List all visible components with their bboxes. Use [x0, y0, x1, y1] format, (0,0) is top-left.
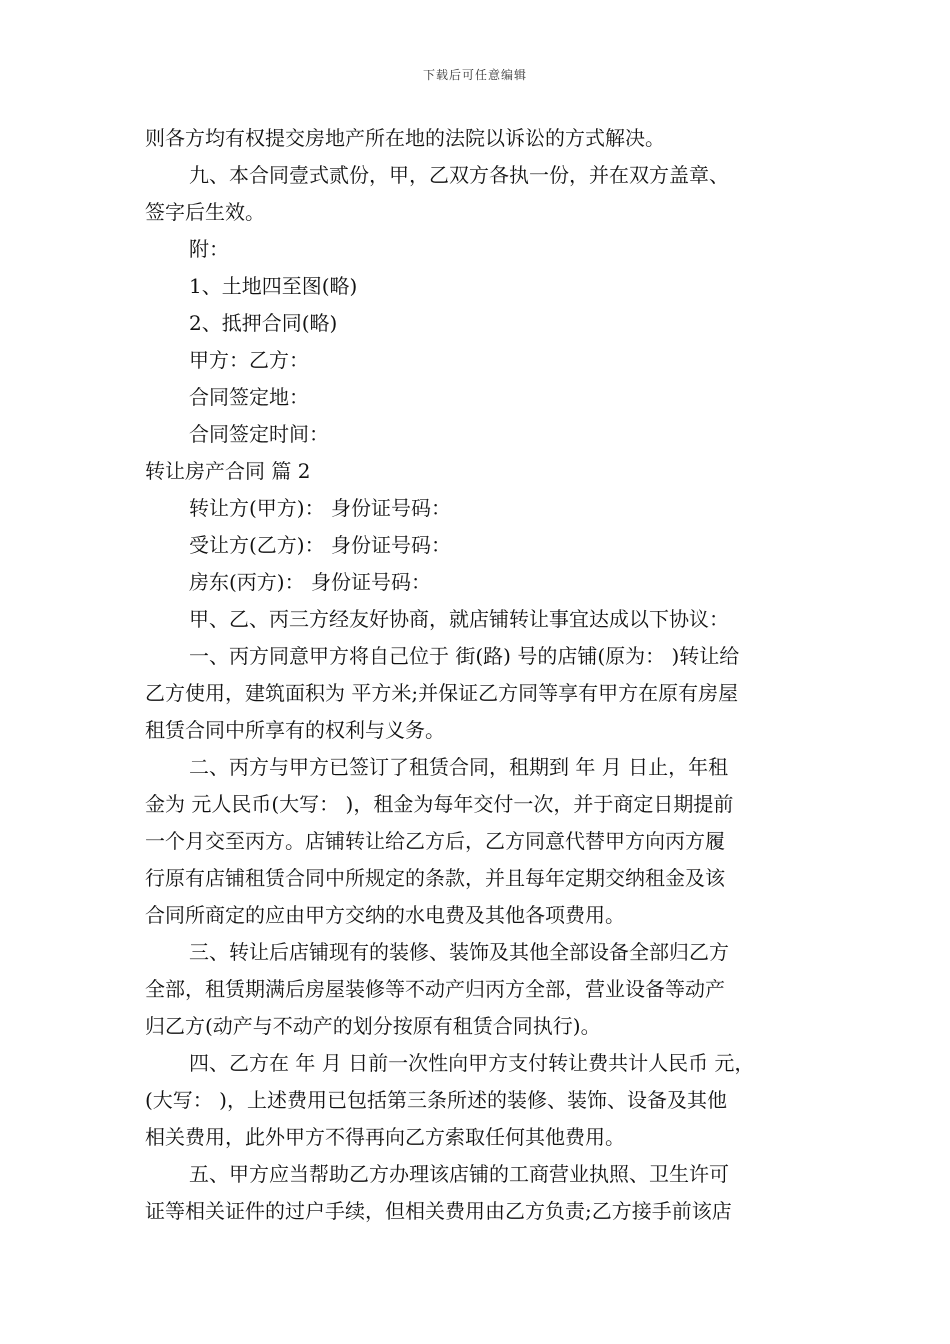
text-line: 1、土地四至图(略) [189, 274, 358, 298]
text-line: 房东(丙方)： 身份证号码： [189, 570, 431, 594]
text-line: (大写： )，上述费用已包括第三条所述的装修、装饰、设备及其他 [145, 1088, 727, 1112]
text-line: 一、丙方同意甲方将自己位于 街(路) 号的店铺(原为： )转让给 [189, 644, 740, 668]
text-line: 相关费用，此外甲方不得再向乙方索取任何其他费用。 [145, 1125, 625, 1149]
text-line: 三、转让后店铺现有的装修、装饰及其他全部设备全部归乙方 [189, 940, 729, 964]
text-line: 九、本合同壹式贰份，甲，乙双方各执一份，并在双方盖章、 [189, 163, 729, 187]
text-line: 合同所商定的应由甲方交纳的水电费及其他各项费用。 [145, 903, 625, 927]
text-line: 归乙方(动产与不动产的划分按原有租赁合同执行)。 [145, 1014, 601, 1038]
text-line: 附： [189, 237, 229, 261]
text-line: 甲、乙、丙三方经友好协商，就店铺转让事宜达成以下协议： [189, 607, 729, 631]
text-line: 乙方使用，建筑面积为 平方米;并保证乙方同等享有甲方在原有房屋 [145, 681, 739, 705]
text-line: 一个月交至丙方。店铺转让给乙方后，乙方同意代替甲方向丙方履 [145, 829, 725, 853]
text-line: 全部，租赁期满后房屋装修等不动产归丙方全部，营业设备等动产 [145, 977, 725, 1001]
text-line: 合同签定地： [189, 385, 309, 409]
text-line: 租赁合同中所享有的权利与义务。 [145, 718, 445, 742]
text-line: 转让房产合同 篇 2 [145, 459, 311, 483]
text-line: 合同签定时间： [189, 422, 329, 446]
text-line: 五、甲方应当帮助乙方办理该店铺的工商营业执照、卫生许可 [189, 1162, 729, 1186]
text-line: 转让方(甲方)： 身份证号码： [189, 496, 451, 520]
text-line: 签字后生效。 [145, 200, 265, 224]
text-line: 行原有店铺租赁合同中所规定的条款，并且每年定期交纳租金及该 [145, 866, 725, 890]
text-line: 二、丙方与甲方已签订了租赁合同，租期到 年 月 日止，年租 [189, 755, 729, 779]
text-line: 甲方：乙方： [189, 348, 309, 372]
header-note: 下载后可任意编辑 [422, 68, 527, 82]
text-line: 2、抵押合同(略) [189, 311, 338, 335]
text-line: 金为 元人民币(大写： )，租金为每年交付一次，并于商定日期提前 [145, 792, 734, 816]
text-line: 受让方(乙方)： 身份证号码： [189, 533, 451, 557]
document-body [145, 120, 810, 1230]
text-line: 则各方均有权提交房地产所在地的法院以诉讼的方式解决。 [145, 126, 665, 150]
text-line: 四、乙方在 年 月 日前一次性向甲方支付转让费共计人民币 元， [189, 1051, 755, 1075]
text-line: 证等相关证件的过户手续，但相关费用由乙方负责;乙方接手前该店 [145, 1199, 732, 1223]
